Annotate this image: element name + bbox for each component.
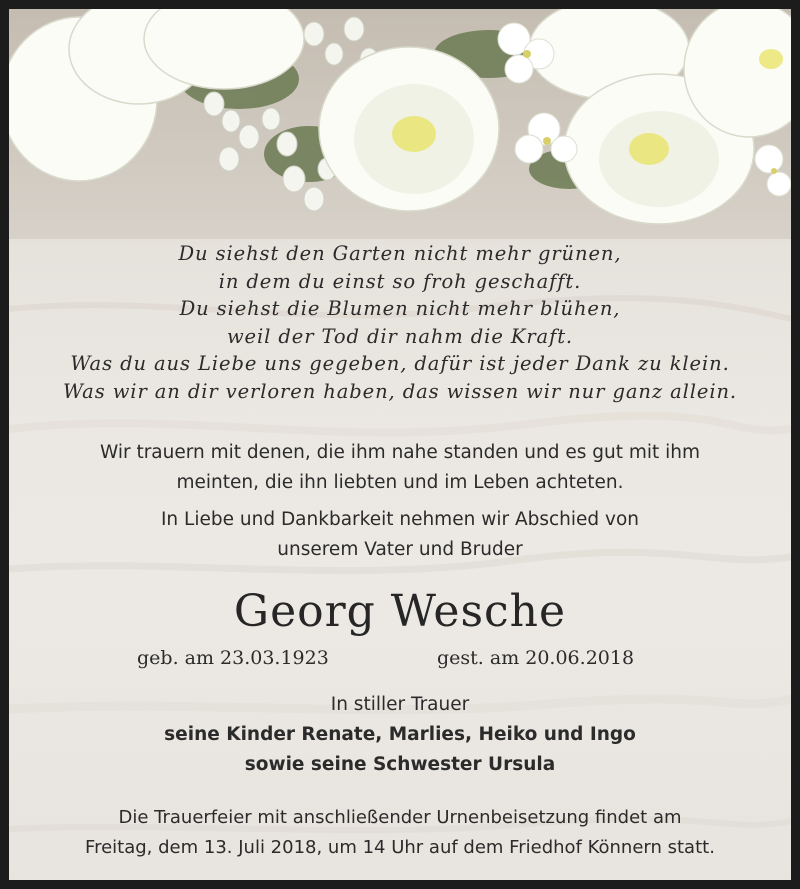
funeral-line: Freitag, dem 13. Juli 2018, um 14 Uhr auf dem Friedhof Könnern statt. xyxy=(85,837,715,858)
mourners-children: seine Kinder Renate, Marlies, Heiko und Ingo xyxy=(164,724,636,745)
poem-line: Du siehst den Garten nicht mehr grünen, xyxy=(178,242,622,265)
poem-line: in dem du einst so froh geschafft. xyxy=(218,269,582,293)
mourning-line: Wir trauern mit denen, die ihm nahe standen und es gut mit ihm xyxy=(99,442,701,463)
mourning-line: meinten, die ihn liebten und im Leben achteten. xyxy=(176,472,624,493)
funeral-line: Die Trauerfeier mit anschließender Urnenbeisetzung findet am xyxy=(118,807,682,828)
white-tulips-image xyxy=(9,9,791,239)
farewell-line: In Liebe und Dankbarkeit nehmen wir Abschied von xyxy=(160,509,640,530)
farewell-paragraph xyxy=(9,505,791,565)
birth-date: geb. am 23.03.1923 xyxy=(137,647,329,669)
poem-line: Du siehst die Blumen nicht mehr blühen, xyxy=(179,297,621,320)
poem-line: Was wir an dir verloren haben, das wissen wir nur ganz allein. xyxy=(62,379,738,403)
mourners-sibling: sowie seine Schwester Ursula xyxy=(244,754,556,775)
mourners-intro: In stiller Trauer xyxy=(330,694,470,715)
mourning-paragraph xyxy=(9,438,791,498)
poem xyxy=(9,240,791,405)
poem-line: weil der Tod dir nahm die Kraft. xyxy=(226,324,574,348)
death-date: gest. am 20.06.2018 xyxy=(437,647,635,669)
farewell-line: unserem Vater und Bruder xyxy=(277,539,523,560)
deceased-name: Georg Wesche xyxy=(233,586,567,637)
mourners-block xyxy=(9,690,791,780)
funeral-info xyxy=(9,803,791,863)
poem-line: Was du aus Liebe uns gegeben, dafür ist jeder Dank zu klein. xyxy=(70,352,730,375)
